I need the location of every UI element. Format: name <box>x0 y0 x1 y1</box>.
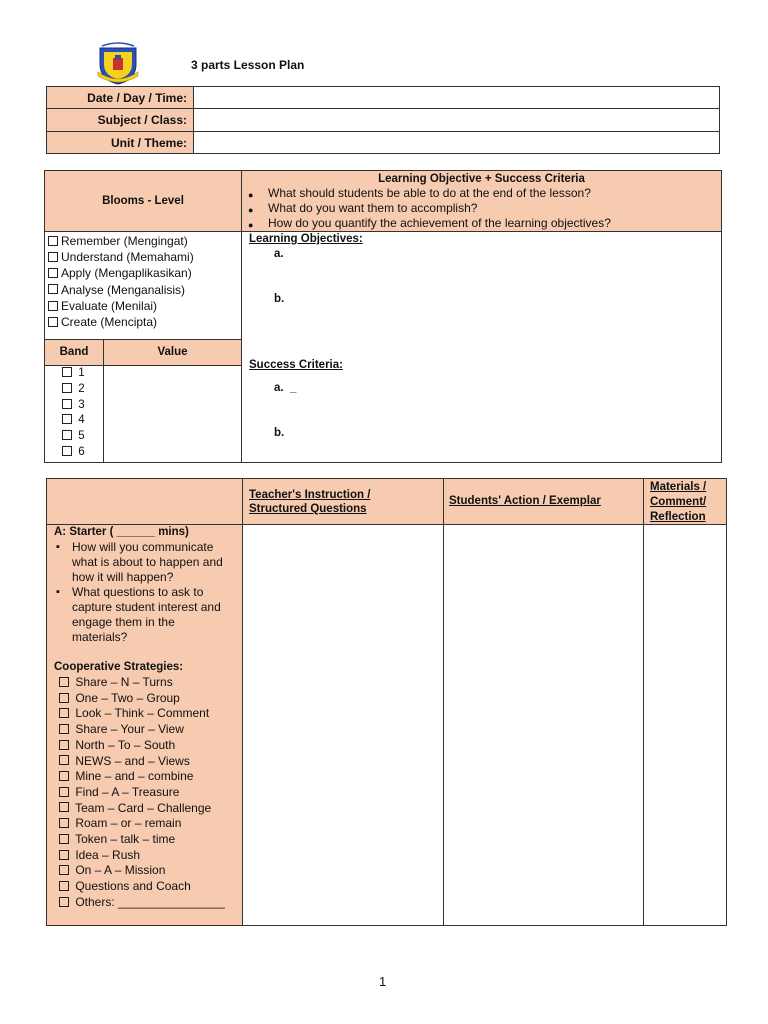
blooms-list <box>48 233 238 330</box>
strategy-option[interactable]: Share – Your – View <box>59 722 242 738</box>
bloom-option[interactable]: Understand (Memahami) <box>48 249 238 265</box>
starter-bullet: ▪ How will you communicate what is about to happen and how it will happen? <box>56 540 224 585</box>
bloom-option[interactable]: Evaluate (Menilai) <box>48 298 238 314</box>
starter-cell <box>47 525 242 925</box>
checkbox-icon[interactable] <box>59 740 69 750</box>
strategy-option[interactable]: North – To – South <box>59 738 242 754</box>
checkbox-icon[interactable] <box>59 881 69 891</box>
checkbox-icon[interactable] <box>59 755 69 765</box>
col-students-header: Students' Action / Exemplar <box>449 495 601 507</box>
checkbox-icon[interactable] <box>59 724 69 734</box>
teacher-instruction-cell[interactable] <box>243 525 443 925</box>
school-logo <box>94 42 142 86</box>
band-option[interactable]: 2 <box>62 382 85 398</box>
date-field[interactable] <box>194 87 720 109</box>
bloom-option[interactable]: Analyse (Menganalisis) <box>48 282 238 298</box>
starter-bullet: ▪ What questions to ask to capture student interest and engage them in the materials? <box>56 585 224 645</box>
checkbox-icon[interactable] <box>48 301 58 311</box>
band-option[interactable]: 1 <box>62 366 85 382</box>
strategy-option[interactable]: NEWS – and – Views <box>59 754 242 770</box>
bloom-option[interactable]: Apply (Mengaplikasikan) <box>48 265 238 281</box>
checkbox-icon[interactable] <box>62 414 72 424</box>
checkbox-icon[interactable] <box>59 802 69 812</box>
checkbox-icon[interactable] <box>62 430 72 440</box>
band-header: Band <box>45 339 104 366</box>
band-option[interactable]: 5 <box>62 429 85 445</box>
strategy-list <box>59 675 242 911</box>
strategy-option[interactable]: Others: ________________ <box>59 895 242 911</box>
unit-label: Unit / Theme: <box>47 132 194 154</box>
coop-title: Cooperative Strategies: <box>54 661 184 673</box>
success-criteria-label: Success Criteria: <box>249 359 343 371</box>
starter-bullets <box>56 540 224 645</box>
col-materials-header: Materials / Comment/ Reflection <box>650 481 707 523</box>
learning-objectives-label: Learning Objectives: <box>249 233 363 245</box>
checkbox-icon[interactable] <box>59 897 69 907</box>
checkbox-icon[interactable] <box>48 268 58 278</box>
lo-question: ● What do you want them to accomplish? <box>246 201 721 216</box>
checkbox-icon[interactable] <box>59 677 69 687</box>
page-number: 1 <box>379 974 387 989</box>
value-header: Value <box>104 339 241 366</box>
col-teacher-header: Teacher's Instruction / Structured Questions <box>249 489 371 515</box>
checkbox-icon[interactable] <box>62 446 72 456</box>
date-label: Date / Day / Time: <box>47 87 194 109</box>
lo-question: ● What should students be able to do at the end of the lesson? <box>246 186 721 201</box>
strategy-option[interactable]: Look – Think – Comment <box>59 706 242 722</box>
unit-field[interactable] <box>194 132 720 154</box>
strategy-option[interactable]: Find – A – Treasure <box>59 785 242 801</box>
lo-item-b: b. <box>274 293 285 305</box>
strategy-option[interactable]: Token – talk – time <box>59 832 242 848</box>
checkbox-icon[interactable] <box>59 850 69 860</box>
strategy-option[interactable]: One – Two – Group <box>59 691 242 707</box>
checkbox-icon[interactable] <box>59 771 69 781</box>
strategy-option[interactable]: Roam – or – remain <box>59 816 242 832</box>
subject-field[interactable] <box>194 109 720 132</box>
objectives-section <box>44 170 722 463</box>
strategy-option[interactable]: Questions and Coach <box>59 879 242 895</box>
checkbox-icon[interactable] <box>62 399 72 409</box>
strategy-option[interactable]: Team – Card – Challenge <box>59 801 242 817</box>
sc-item-a: a. _ <box>274 382 297 394</box>
checkbox-icon[interactable] <box>59 834 69 844</box>
lesson-table <box>46 478 727 926</box>
strategy-option[interactable]: Mine – and – combine <box>59 769 242 785</box>
band-option[interactable]: 6 <box>62 445 85 461</box>
lo-header-title: Learning Objective + Success Criteria <box>378 173 585 185</box>
header-info-table <box>46 86 720 154</box>
strategy-option[interactable]: On – A – Mission <box>59 863 242 879</box>
page-title: 3 parts Lesson Plan <box>191 58 305 72</box>
materials-cell[interactable] <box>644 525 726 925</box>
checkbox-icon[interactable] <box>59 818 69 828</box>
starter-title: A: Starter ( ______ mins) <box>54 526 189 538</box>
strategy-option[interactable]: Idea – Rush <box>59 848 242 864</box>
lo-question: ● How do you quantify the achievement of the learning objectives? <box>246 216 721 231</box>
band-list <box>62 366 85 461</box>
lo-questions <box>246 186 721 231</box>
band-option[interactable]: 4 <box>62 413 85 429</box>
bloom-option[interactable]: Create (Mencipta) <box>48 314 238 330</box>
checkbox-icon[interactable] <box>59 865 69 875</box>
checkbox-icon[interactable] <box>62 367 72 377</box>
checkbox-icon[interactable] <box>48 236 58 246</box>
checkbox-icon[interactable] <box>59 693 69 703</box>
lo-header <box>242 171 721 232</box>
blooms-header: Blooms - Level <box>45 171 242 232</box>
band-option[interactable]: 3 <box>62 398 85 414</box>
checkbox-icon[interactable] <box>59 708 69 718</box>
strategy-option[interactable]: Share – N – Turns <box>59 675 242 691</box>
sc-item-b: b. <box>274 427 285 439</box>
checkbox-icon[interactable] <box>59 787 69 797</box>
subject-label: Subject / Class: <box>47 109 194 132</box>
students-action-cell[interactable] <box>444 525 643 925</box>
checkbox-icon[interactable] <box>48 284 58 294</box>
checkbox-icon[interactable] <box>48 317 58 327</box>
checkbox-icon[interactable] <box>62 383 72 393</box>
checkbox-icon[interactable] <box>48 252 58 262</box>
lo-item-a: a. <box>274 248 284 260</box>
bloom-option[interactable]: Remember (Mengingat) <box>48 233 238 249</box>
